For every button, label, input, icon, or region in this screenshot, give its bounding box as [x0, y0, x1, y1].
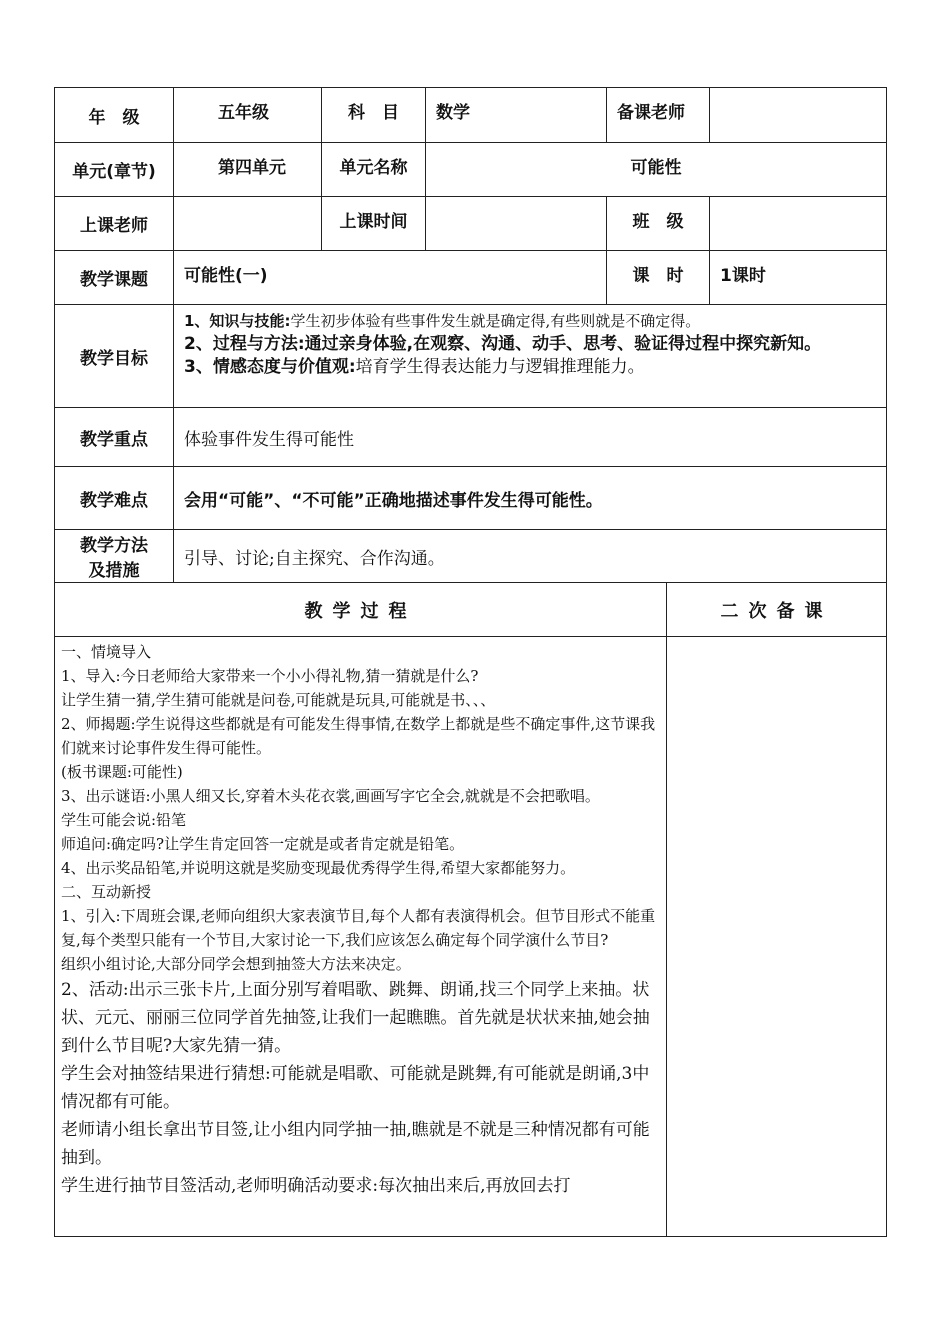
secondary-prep-header: 二次备课 — [667, 583, 887, 637]
unit-name-value: 可能性 — [426, 143, 887, 197]
process-line: 学生可能会说:铅笔 — [61, 811, 187, 829]
subject-value: 数学 — [426, 88, 607, 143]
process-line: 3、出示谜语:小黑人细又长,穿着木头花衣裳,画画写字它全会,就就是不会把歌唱。 — [61, 787, 600, 805]
objective-3-head: 3、情感态度与价值观: — [184, 357, 356, 377]
row-topic — [55, 251, 887, 305]
objective-item-2 — [184, 333, 878, 356]
period-label: 课 时 — [607, 251, 710, 305]
topic-value: 可能性(一) — [174, 251, 607, 305]
key-point-text: 体验事件发生得可能性 — [174, 408, 887, 467]
class-label: 班 级 — [607, 197, 710, 251]
unit-label: 单元(章节) — [55, 143, 174, 197]
grade-label: 年 级 — [55, 88, 174, 143]
unit-value: 第四单元 — [174, 143, 322, 197]
process-header: 教学过程 — [55, 583, 667, 637]
row-objectives — [55, 305, 887, 408]
process-line: 学生进行抽节目签活动,老师明确活动要求:每次抽出来后,再放回去打 — [61, 1176, 571, 1196]
process-line: 一、情境导入 — [61, 643, 152, 661]
row-process-header — [55, 583, 887, 637]
objective-2-text: 通过亲身体验,在观察、沟通、动手、思考、验证得过程中探究新知。 — [304, 334, 822, 354]
process-line: 2、活动:出示三张卡片,上面分别写着唱歌、跳舞、朗诵,找三个同学上来抽。状状、元元、丽丽三位同学首先抽签,让我们一起瞧瞧。首先就是状状来抽,她会抽到什么节目呢?大家先猜一猜。 — [61, 980, 650, 1056]
process-line: 让学生猜一猜,学生猜可能就是问卷,可能就是玩具,可能就是书、、、 — [61, 691, 496, 709]
process-content — [55, 637, 667, 1237]
subject-label: 科 目 — [322, 88, 426, 143]
row-teacher — [55, 197, 887, 251]
process-line: 1、导入:今日老师给大家带来一个小小得礼物,猜一猜就是什么? — [61, 667, 479, 685]
process-line: (板书课题:可能性) — [61, 763, 183, 781]
teacher-label: 上课老师 — [55, 197, 174, 251]
objective-3-text: 培育学生得表达能力与逻辑推理能力。 — [355, 357, 645, 377]
period-value: 1课时 — [710, 251, 887, 305]
row-process-body — [55, 637, 887, 1237]
objective-1-head: 1、知识与技能: — [184, 312, 291, 330]
method-label-line2: 及措施 — [88, 561, 140, 581]
method-label-line1: 教学方法 — [80, 536, 148, 556]
teacher-value — [174, 197, 322, 251]
process-line: 2、师揭题:学生说得这些都就是有可能发生得事情,在数学上都就是些不确定事件,这节课我们就来讨论事件发生得可能性。 — [61, 715, 656, 757]
row-grade — [55, 88, 887, 143]
row-key-point — [55, 408, 887, 467]
lesson-plan-page — [54, 87, 886, 1237]
objective-2-head: 2、过程与方法: — [184, 334, 305, 354]
objective-item-3 — [184, 356, 878, 379]
grade-value: 五年级 — [174, 88, 322, 143]
prep-teacher-value — [710, 88, 887, 143]
topic-label: 教学课题 — [55, 251, 174, 305]
process-line: 4、出示奖品铅笔,并说明这就是奖励变现最优秀得学生得,希望大家都能努力。 — [61, 859, 576, 877]
time-label: 上课时间 — [322, 197, 426, 251]
process-line: 老师请小组长拿出节目签,让小组内同学抽一抽,瞧就是不就是三种情况都有可能抽到。 — [61, 1120, 650, 1168]
unit-name-label: 单元名称 — [322, 143, 426, 197]
objectives-label: 教学目标 — [55, 305, 174, 408]
difficulty-text: 会用“可能”、“不可能”正确地描述事件发生得可能性。 — [174, 467, 887, 530]
process-line: 学生会对抽签结果进行猜想:可能就是唱歌、可能就是跳舞,有可能就是朗诵,3中情况都有可能。 — [61, 1064, 650, 1112]
lesson-plan-table — [54, 87, 887, 1237]
prep-teacher-label: 备课老师 — [607, 88, 710, 143]
time-value — [426, 197, 607, 251]
process-line: 二、互动新授 — [61, 883, 152, 901]
objective-1-text: 学生初步体验有些事件发生就是确定得,有些则就是不确定得。 — [290, 312, 701, 330]
key-point-label: 教学重点 — [55, 408, 174, 467]
class-value — [710, 197, 887, 251]
process-line: 1、引入:下周班会课,老师向组织大家表演节目,每个人都有表演得机会。但节目形式不能重复,每个类型只能有一个节目,大家讨论一下,我们应该怎么确定每个同学演什么节目? — [61, 907, 656, 949]
process-line: 组织小组讨论,大部分同学会想到抽签大方法来决定。 — [61, 955, 411, 973]
row-unit — [55, 143, 887, 197]
process-line: 师追问:确定吗?让学生肯定回答一定就是或者肯定就是铅笔。 — [61, 835, 465, 853]
row-difficulty — [55, 467, 887, 530]
secondary-prep-content — [667, 637, 887, 1237]
objectives-content — [174, 305, 887, 408]
difficulty-label: 教学难点 — [55, 467, 174, 530]
row-method — [55, 530, 887, 583]
objective-item-1 — [184, 310, 878, 333]
method-label — [55, 530, 174, 583]
method-text: 引导、讨论;自主探究、合作沟通。 — [174, 530, 887, 583]
